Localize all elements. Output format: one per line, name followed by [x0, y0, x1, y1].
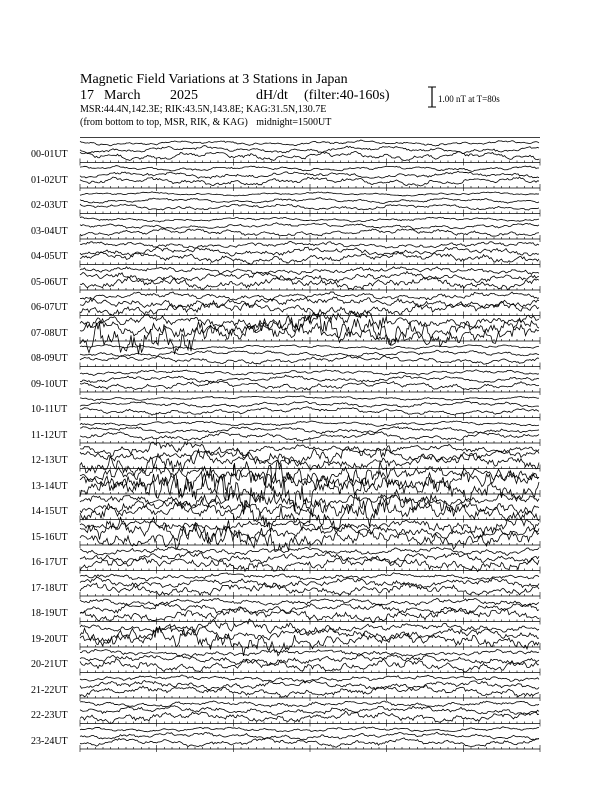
hour-row-12-13ut: [80, 442, 540, 476]
row-ticks: [80, 286, 540, 293]
chart-title: Magnetic Field Variations at 3 Stations in Japan: [80, 72, 348, 87]
date-month: March: [104, 88, 141, 103]
trace-rik: [80, 247, 539, 256]
row-ticks: [80, 210, 540, 217]
hour-label-22-23ut: 22-23UT: [31, 710, 68, 721]
trace-kag: [80, 241, 539, 248]
row-ticks: [80, 541, 540, 548]
station-coordinates: MSR:44.4N,142.3E; RIK:43.5N,143.8E; KAG:31.5N,130.7E: [80, 104, 327, 115]
trace-rik: [80, 401, 539, 407]
trace-msr: [80, 229, 539, 237]
hour-row-06-07ut: [80, 292, 540, 319]
trace-kag: [80, 345, 539, 350]
trace-msr: [80, 177, 539, 186]
hour-label-04-05ut: 04-05UT: [31, 251, 68, 262]
trace-rik: [80, 350, 539, 357]
row-ticks: [80, 414, 540, 421]
trace-kag: [80, 547, 539, 555]
date-day: 17: [80, 88, 94, 103]
row-ticks: [80, 159, 540, 166]
hour-row-16-17ut: [80, 547, 540, 574]
hour-row-10-11ut: [80, 396, 540, 420]
hour-row-08-09ut: [80, 345, 540, 370]
hour-label-20-21ut: 20-21UT: [31, 659, 68, 670]
trace-msr: [80, 151, 539, 160]
trace-rik: [80, 198, 539, 204]
trace-rik: [80, 375, 539, 382]
hour-label-18-19ut: 18-19UT: [31, 608, 68, 619]
trace-rik: [80, 271, 539, 282]
hour-row-05-06ut: [80, 267, 540, 293]
hour-label-07-08ut: 07-08UT: [31, 327, 68, 339]
trace-kag: [80, 598, 539, 606]
hour-row-02-03ut: [80, 192, 540, 217]
hour-row-23-24ut: [80, 727, 540, 752]
row-ticks: [80, 694, 540, 701]
hour-label-10-11ut: 10-11UT: [31, 404, 68, 415]
trace-kag: [80, 166, 539, 172]
hour-label-06-07ut: 06-07UT: [31, 302, 68, 313]
hour-label-12-13ut: 12-13UT: [31, 455, 68, 466]
trace-msr: [80, 204, 539, 210]
trace-msr: [80, 277, 539, 290]
hour-row-21-22ut: [80, 675, 540, 701]
row-ticks: [80, 669, 540, 676]
trace-kag: [80, 217, 539, 222]
hour-row-20-21ut: [80, 649, 540, 675]
hour-label-15-16ut: 15-16UT: [31, 531, 68, 543]
trace-rik: [80, 223, 539, 230]
hour-row-07-08ut: [80, 311, 540, 354]
trace-kag: [80, 462, 539, 490]
trace-kag: [80, 421, 539, 426]
trace-kag: [80, 370, 539, 376]
trace-kag: [80, 727, 539, 732]
hour-row-00-01ut: [80, 140, 540, 165]
trace-kag: [80, 649, 539, 657]
quantity-label: dH/dt: [256, 88, 288, 103]
trace-rik: [80, 603, 539, 614]
trace-kag: [80, 396, 539, 400]
hour-row-04-05ut: [80, 241, 540, 267]
trace-kag: [80, 140, 539, 146]
trace-rik: [80, 427, 539, 434]
hour-label-05-06ut: 05-06UT: [31, 276, 68, 288]
row-ticks: [80, 465, 540, 472]
hour-label-00-01ut: 00-01UT: [31, 149, 68, 160]
hour-label-11-12ut: 11-12UT: [31, 429, 68, 441]
hour-label-03-04ut: 03-04UT: [31, 225, 68, 237]
hour-row-19-20ut: [80, 619, 540, 656]
trace-msr: [80, 607, 539, 622]
trace-kag: [80, 573, 539, 581]
hour-row-22-23ut: [80, 701, 540, 727]
hour-label-14-15ut: 14-15UT: [31, 506, 68, 517]
trace-kag: [80, 267, 539, 275]
hour-label-09-10ut: 09-10UT: [31, 378, 68, 390]
trace-kag: [80, 701, 539, 707]
trace-msr: [80, 686, 539, 698]
row-ticks: [80, 184, 540, 191]
trace-msr: [80, 450, 539, 476]
hour-label-21-22ut: 21-22UT: [31, 684, 68, 696]
hour-label-16-17ut: 16-17UT: [31, 557, 68, 568]
hour-row-11-12ut: [80, 421, 540, 446]
trace-kag: [80, 292, 539, 300]
trace-rik: [80, 680, 539, 689]
trace-order-text: (from bottom to top, MSR, RIK, & KAG): [80, 117, 248, 128]
trace-rik: [80, 732, 539, 740]
trace-msr: [80, 381, 539, 389]
row-ticks: [80, 235, 540, 242]
trace-msr: [80, 355, 539, 364]
trace-rik: [80, 171, 539, 178]
hour-row-18-19ut: [80, 598, 540, 624]
row-ticks: [80, 261, 540, 268]
hour-label-08-09ut: 08-09UT: [31, 353, 68, 364]
hour-row-17-18ut: [80, 573, 540, 599]
hour-row-03-04ut: [80, 217, 540, 242]
hour-label-23-24ut: 23-24UT: [31, 735, 68, 747]
row-ticks: [80, 363, 540, 370]
hour-label-01-02ut: 01-02UT: [31, 174, 68, 186]
trace-rik: [80, 297, 539, 308]
trace-rik: [80, 706, 539, 715]
hour-label-02-03ut: 02-03UT: [31, 200, 68, 211]
trace-kag: [80, 192, 539, 196]
row-ticks: [80, 337, 540, 344]
trace-rik: [80, 146, 539, 154]
hour-label-17-18ut: 17-18UT: [31, 582, 68, 594]
hour-row-01-02ut: [80, 166, 540, 191]
midnight-note: midnight=1500UT: [256, 117, 332, 128]
trace-kag: [80, 675, 539, 682]
hour-row-09-10ut: [80, 370, 540, 395]
scale-label: 1.00 nT at T=80s: [438, 94, 500, 104]
hour-label-13-14ut: 13-14UT: [31, 480, 68, 492]
hour-label-19-20ut: 19-20UT: [31, 633, 68, 645]
row-ticks: [80, 439, 540, 446]
date-year: 2025: [170, 88, 198, 103]
trace-rik: [80, 655, 539, 666]
trace-msr: [80, 738, 539, 747]
filter-label: (filter:40-160s): [304, 88, 390, 103]
trace-msr: [80, 407, 539, 415]
